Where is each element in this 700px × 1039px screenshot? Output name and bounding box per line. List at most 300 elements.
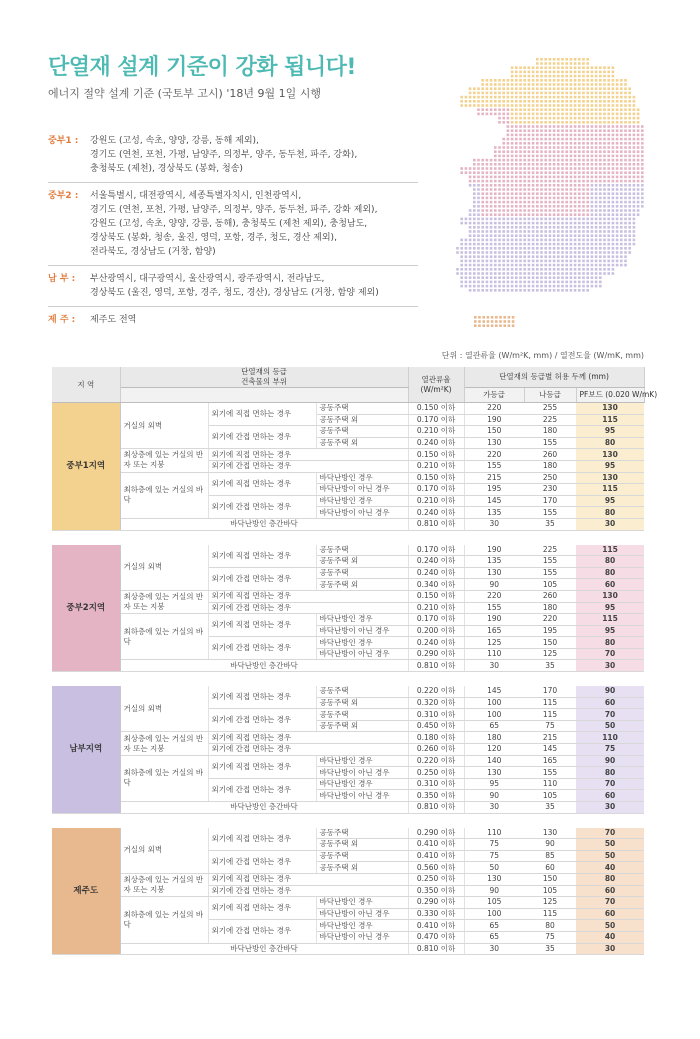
map-dot [465,255,468,258]
map-dot [477,264,480,267]
map-dot [616,125,619,128]
map-dot [544,268,547,271]
map-dot [586,213,589,216]
map-dot [578,176,581,179]
map-dot [528,171,531,174]
region-cell: 제주도 [52,828,120,955]
map-dot [536,247,539,250]
map-dot [536,134,539,137]
map-dot [523,281,526,284]
map-dot [595,268,598,271]
map-dot [607,92,610,95]
map-dot [498,234,501,237]
map-dot [570,243,573,246]
map-dot [515,121,518,124]
map-dot [511,243,514,246]
map-dot [515,96,518,99]
map-dot [586,197,589,200]
map-dot [540,155,543,158]
condition-cell: 외기에 간접 면하는 경우 [208,744,408,756]
map-dot [540,255,543,258]
na-cell: 215 [524,732,576,744]
map-dot [570,66,573,69]
map-dot [515,129,518,132]
map-dot [507,251,510,254]
map-dot [574,146,577,149]
map-dot [570,129,573,132]
map-dot [561,201,564,204]
condition-cell: 외기에 간접 면하는 경우 [208,637,316,660]
map-dot [540,79,543,82]
map-dot [465,247,468,250]
map-dot [582,138,585,141]
map-dot [540,142,543,145]
map-dot [641,155,644,158]
map-dot [465,100,468,103]
pf-cell: 95 [576,460,644,472]
map-dot [515,188,518,191]
condition-cell: 외기에 직접 면하는 경우 [208,897,316,920]
na-cell: 155 [524,767,576,779]
map-dot [536,146,539,149]
map-dot [473,92,476,95]
map-dot [469,285,472,288]
map-dot [473,239,476,242]
map-dot [620,150,623,153]
map-dot [473,188,476,191]
map-dot [507,113,510,116]
map-dot [599,113,602,116]
map-dot [561,75,564,78]
map-dot [490,100,493,103]
subcondition-cell: 공동주택 외 [316,862,408,874]
map-dot [511,226,514,229]
na-cell: 180 [524,602,576,614]
map-dot [570,75,573,78]
map-dot [519,226,522,229]
na-cell: 170 [524,686,576,697]
map-dot [511,113,514,116]
map-dot [570,138,573,141]
map-dot [565,62,568,65]
u-value-cell: 0.320 이하 [408,697,464,709]
map-dot [511,188,514,191]
map-dot [469,260,472,263]
map-dot [586,268,589,271]
map-dot [502,150,505,153]
map-dot [486,104,489,107]
map-dot [599,167,602,170]
map-dot [561,66,564,69]
map-dot [570,163,573,166]
map-dot [486,268,489,271]
map-dot [565,104,568,107]
map-dot [523,142,526,145]
map-dot [553,184,556,187]
map-dot [595,260,598,263]
ga-cell: 95 [464,778,524,790]
map-dot [536,230,539,233]
map-dot [612,92,615,95]
map-dot [549,184,552,187]
map-dot [578,92,581,95]
map-dot [490,285,493,288]
map-dot [515,155,518,158]
map-dot [549,272,552,275]
map-dot [502,264,505,267]
map-dot [494,276,497,279]
map-dot [502,289,505,292]
map-dot [536,150,539,153]
map-dot [586,71,589,74]
map-dot [532,222,535,225]
map-dot [633,96,636,99]
map-dot [544,104,547,107]
map-dot [523,171,526,174]
map-dot [628,171,631,174]
map-dot [599,117,602,120]
map-dot [544,117,547,120]
map-dot [532,92,535,95]
pf-cell: 115 [576,545,644,556]
map-dot [473,192,476,195]
map-dot [469,218,472,221]
map-dot [519,260,522,263]
map-dot [603,79,606,82]
map-dot [574,209,577,212]
map-dot [628,201,631,204]
map-dot [637,129,640,132]
map-dot [532,234,535,237]
map-dot [481,251,484,254]
map-dot [549,243,552,246]
map-dot [641,150,644,153]
map-dot [595,226,598,229]
map-dot [595,222,598,225]
map-dot [460,96,463,99]
map-dot [582,197,585,200]
map-dot [482,320,485,323]
map-dot [561,129,564,132]
map-dot [553,117,556,120]
map-dot [477,285,480,288]
map-dot [574,289,577,292]
map-dot [620,117,623,120]
map-dot [477,255,480,258]
map-dot [565,108,568,111]
map-dot [561,209,564,212]
na-cell: 170 [524,495,576,507]
map-dot [523,96,526,99]
ga-cell: 190 [464,614,524,626]
map-dot [586,255,589,258]
map-dot [637,184,640,187]
map-dot [490,264,493,267]
map-dot [477,276,480,279]
map-dot [624,222,627,225]
map-dot [473,100,476,103]
map-dot [528,247,531,250]
map-dot [511,184,514,187]
map-dot [477,239,480,242]
map-dot [574,188,577,191]
map-dot [540,66,543,69]
map-dot [591,264,594,267]
map-dot [574,281,577,284]
map-dot [565,155,568,158]
map-dot [536,125,539,128]
ga-cell: 140 [464,755,524,767]
map-dot [553,176,556,179]
map-dot [481,188,484,191]
map-dot [511,66,514,69]
map-dot [599,222,602,225]
map-dot [553,218,556,221]
part-cell: 바닥난방인 층간바닥 [120,802,408,814]
map-dot [578,142,581,145]
map-dot [490,104,493,107]
map-dot [498,188,501,191]
map-dot [477,272,480,275]
map-dot [557,239,560,242]
map-dot [519,108,522,111]
map-dot [637,146,640,149]
map-dot [549,87,552,90]
map-dot [591,222,594,225]
map-dot [494,201,497,204]
map-dot [578,255,581,258]
map-dot [507,134,510,137]
map-dot [612,239,615,242]
map-dot [465,218,468,221]
map-dot [641,142,644,145]
map-dot [490,159,493,162]
map-dot [549,192,552,195]
map-dot [624,155,627,158]
map-dot [624,83,627,86]
map-dot [494,264,497,267]
map-dot [574,218,577,221]
map-dot [578,134,581,137]
map-dot [544,255,547,258]
subcondition-cell: 공동주택 [316,403,408,415]
map-dot [570,188,573,191]
ga-cell: 220 [464,449,524,461]
map-dot [511,276,514,279]
pf-cell: 50 [576,720,644,732]
map-dot [473,251,476,254]
map-dot [578,155,581,158]
map-dot [465,171,468,174]
map-dot [477,247,480,250]
map-dot [478,320,481,323]
map-dot [523,167,526,170]
map-dot [456,247,459,250]
map-dot [502,79,505,82]
map-dot [591,142,594,145]
map-dot [528,205,531,208]
map-dot [549,134,552,137]
map-dot [574,184,577,187]
map-dot [561,87,564,90]
map-dot [502,239,505,242]
map-dot [586,281,589,284]
map-dot [553,66,556,69]
map-dot [603,192,606,195]
map-dot [549,108,552,111]
map-dot [507,285,510,288]
map-dot [498,218,501,221]
map-dot [557,205,560,208]
map-dot [574,230,577,233]
map-dot [595,146,598,149]
map-dot [578,66,581,69]
map-dot [624,205,627,208]
region-text: 강원도 (고성, 속초, 양양, 강릉, 동해 제외), 경기도 (연천, 포천, 가평, 남양주, 의정부, 양주, 동두천, 파주, 강화), 충청북도 (제천), 경상북도 (봉화, 청송) [90,136,358,174]
map-dot [561,104,564,107]
map-dot [620,146,623,149]
map-dot [591,247,594,250]
map-dot [633,209,636,212]
map-dot [624,108,627,111]
map-dot [540,129,543,132]
map-dot [570,134,573,137]
map-dot [553,222,556,225]
map-dot [570,108,573,111]
map-dot [578,205,581,208]
map-dot [549,75,552,78]
map-dot [599,234,602,237]
map-dot [540,226,543,229]
map-dot [528,197,531,200]
map-dot [591,226,594,229]
map-dot [637,159,640,162]
map-dot [624,176,627,179]
map-dot [532,264,535,267]
map-dot [607,251,610,254]
map-dot [490,226,493,229]
map-dot [465,251,468,254]
map-dot [498,176,501,179]
subcondition-cell: 공동주택 [316,828,408,839]
map-dot [515,218,518,221]
map-dot [620,239,623,242]
map-dot [578,163,581,166]
map-dot [519,218,522,221]
u-value-cell: 0.150 이하 [408,403,464,415]
map-dot [612,142,615,145]
map-dot [502,163,505,166]
map-dot [570,104,573,107]
map-dot [507,100,510,103]
map-dot [515,226,518,229]
map-dot [502,218,505,221]
map-dot [523,197,526,200]
map-dot [460,276,463,279]
map-dot [532,167,535,170]
map-dot [523,125,526,128]
map-dot [549,264,552,267]
map-dot [612,117,615,120]
map-dot [502,222,505,225]
map-dot [473,222,476,225]
page-title: 단열재 설계 기준이 강화 됩니다! [48,55,356,80]
map-dot [549,205,552,208]
ga-cell: 145 [464,686,524,697]
map-dot [603,230,606,233]
map-dot [586,234,589,237]
map-dot [549,255,552,258]
pf-cell: 60 [576,790,644,802]
map-dot [578,117,581,120]
map-dot [574,92,577,95]
condition-cell: 외기에 간접 면하는 경우 [208,460,408,472]
map-dot [477,184,480,187]
map-dot [515,142,518,145]
map-dot [536,260,539,263]
insulation-table [52,367,658,955]
map-dot [578,104,581,107]
map-dot [561,230,564,233]
map-dot [565,201,568,204]
map-dot [612,251,615,254]
map-dot [599,92,602,95]
u-value-cell: 0.310 이하 [408,709,464,721]
map-dot [528,167,531,170]
map-dot [507,205,510,208]
map-dot [628,167,631,170]
map-dot [502,138,505,141]
map-dot [528,281,531,284]
map-dot [549,226,552,229]
map-dot [595,92,598,95]
map-dot [591,108,594,111]
map-dot [469,209,472,212]
map-dot [607,83,610,86]
map-dot [460,167,463,170]
map-dot [508,316,511,319]
map-dot [578,159,581,162]
map-dot [612,188,615,191]
map-dot [540,113,543,116]
map-dot [486,285,489,288]
map-dot [565,58,568,61]
map-dot [498,239,501,242]
map-dot [620,213,623,216]
u-value-cell: 0.350 이하 [408,790,464,802]
map-dot [507,96,510,99]
map-dot [494,218,497,221]
condition-cell: 외기에 직접 면하는 경우 [208,873,408,885]
map-dot [528,75,531,78]
map-dot [624,192,627,195]
map-dot [557,100,560,103]
region-cell: 남부지역 [52,686,120,813]
subcondition-cell: 바닥난방이 아닌 경우 [316,648,408,660]
map-dot [595,163,598,166]
map-dot [549,125,552,128]
map-dot [599,255,602,258]
map-dot [570,87,573,90]
map-dot [511,138,514,141]
map-dot [561,192,564,195]
map-dot [532,192,535,195]
map-dot [481,113,484,116]
map-dot [591,92,594,95]
map-dot [528,96,531,99]
map-dot [469,92,472,95]
map-dot [603,251,606,254]
